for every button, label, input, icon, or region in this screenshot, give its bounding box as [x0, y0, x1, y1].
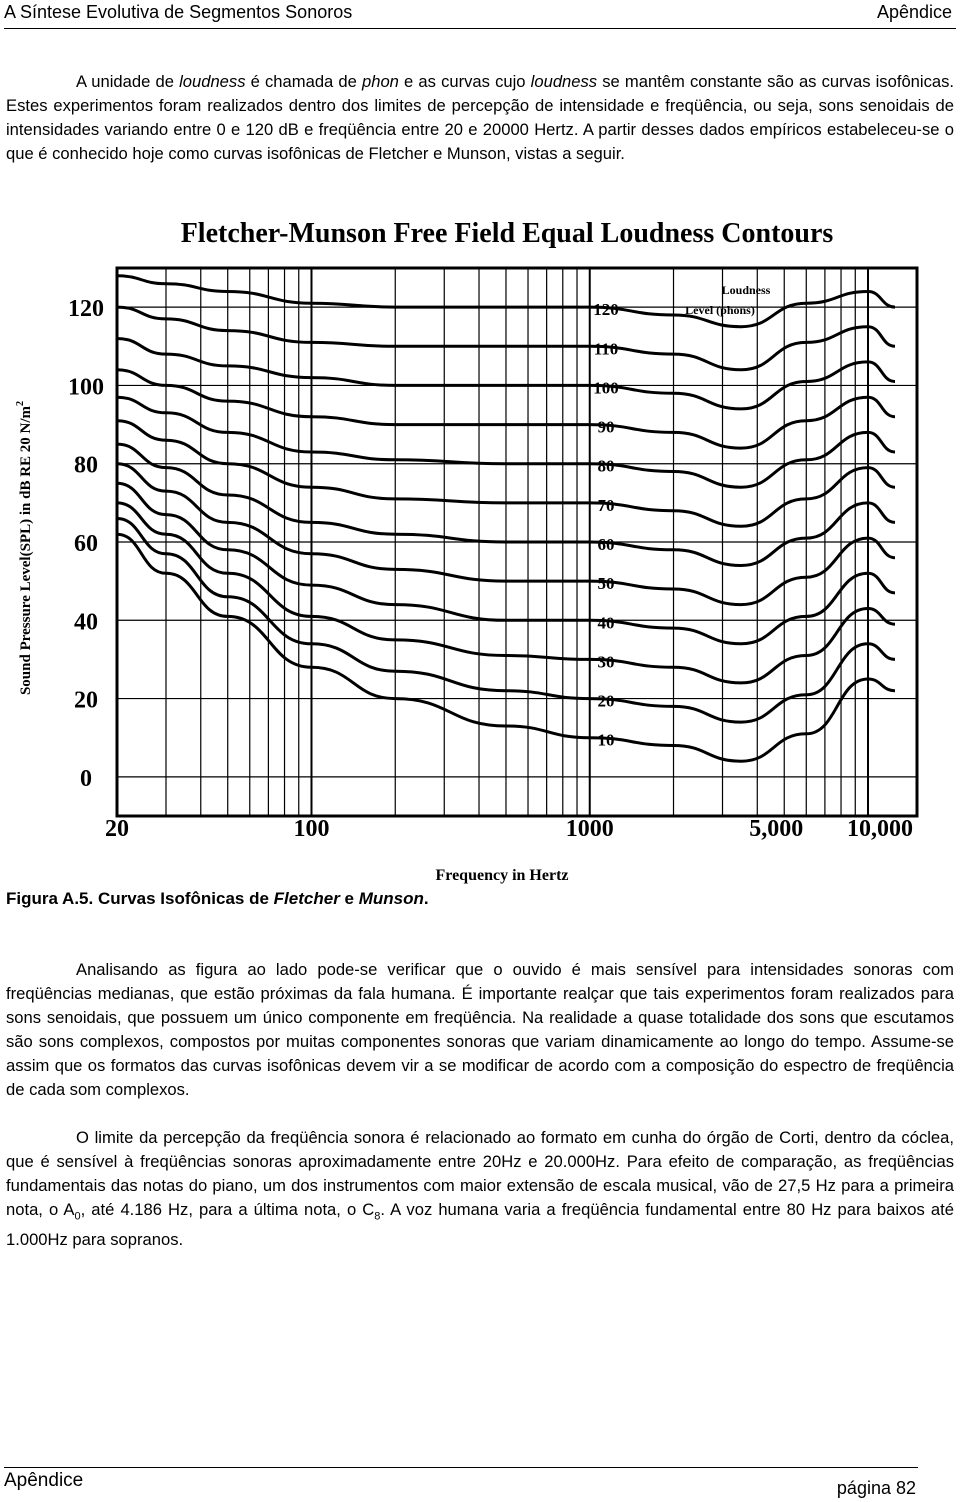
phon-label: 20: [597, 691, 615, 711]
y-tick-label: 100: [68, 374, 104, 401]
intro-text-3: e as curvas cujo: [398, 72, 531, 91]
x-axis-ticks: [105, 816, 913, 842]
y-axis-label: [15, 401, 34, 695]
header-section: Apêndice: [876, 2, 952, 22]
limits-text-2: , até 4.186 Hz, para a última nota, o C: [80, 1200, 375, 1219]
x-tick-label: 100: [293, 816, 330, 842]
intro-text-2: é chamada de: [245, 72, 362, 91]
caption-suffix: .: [423, 889, 429, 908]
footer-rule: [4, 1467, 918, 1468]
limits-text-3: . A voz humana varia a freqüência fundamental entre 80 Hz para baixos até 1.000Hz para sopranos.: [6, 1200, 954, 1250]
analysis-text: Analisando as figura ao lado pode-se verificar que o ouvido é mais sensível para intensidades sonoras com freqüências medianas, que estão próximas da fala humana. É importante realçar que tais experimentos foram realizados para sons senoidais, que possuem um único componente em freqüência. Na realidade a quase totalidade dos sons que escutamos são sons complexos, compostos por muitas componentes sonoras que variam dinamicamente ao longo do tempo. Assume-se assim que os formatos das curvas isofônicas devem vir a se modificar de acordo com a composição do espectro de freqüência de cada som complexos.: [6, 960, 954, 1099]
phon-label: 30: [597, 652, 615, 672]
x-tick-label: 1000: [565, 816, 614, 842]
x-axis-label: Frequency in Hertz: [435, 867, 569, 884]
y-tick-label: 40: [74, 609, 98, 636]
figure-a5: [0, 208, 960, 898]
phon-label: 40: [597, 613, 615, 633]
phon-label: 10: [597, 730, 615, 750]
phon-label: 80: [597, 456, 615, 476]
caption-fletcher: Fletcher: [273, 889, 340, 908]
phon-label: 70: [597, 495, 615, 515]
x-tick-label: 20: [105, 816, 129, 842]
y-tick-label: 60: [74, 531, 98, 557]
legend-title-line1: Loudness: [721, 283, 771, 297]
analysis-paragraph: [6, 958, 954, 1102]
intro-term-loudness: loudness: [179, 72, 246, 91]
chart-title: Fletcher-Munson Free Field Equal Loudness Contours: [180, 218, 834, 249]
figure-caption: [6, 889, 429, 909]
y-tick-label: 0: [80, 765, 92, 792]
page-number: página 82: [836, 1478, 916, 1498]
phon-label: 90: [597, 417, 615, 437]
y-tick-label: 120: [68, 296, 104, 323]
y-tick-label: 20: [74, 687, 98, 714]
phon-label: 60: [597, 535, 615, 554]
y-axis-label-sup: 2: [15, 400, 26, 406]
phon-label: 110: [593, 339, 619, 359]
equal-loudness-chart: [0, 208, 960, 898]
x-tick-label: 10,000: [847, 816, 913, 842]
intro-paragraph: [6, 70, 954, 166]
caption-prefix: Figura A.5. Curvas Isofônicas de: [6, 889, 274, 908]
limits-text-1: O limite da percepção da freqüência sonora é relacionado ao formato em cunha do órgão de Corti, dentro da cóclea, que é sensível à freqüências sonoras aproximadamente entre 20Hz e 20.000Hz. Para efeito de comparação, as freqüências fundamentais das notas do piano, um dos instrumentos com maior extensão de escala musical, vão de 27,5 Hz para a primeira nota, o A: [6, 1128, 954, 1219]
y-axis-label-text: Sound Pressure Level(SPL) in dB RE 20 N/m: [18, 405, 34, 696]
footer-section: Apêndice: [4, 1470, 84, 1491]
limits-sub-1: 0: [74, 1210, 81, 1223]
intro-term-phon: phon: [362, 72, 399, 91]
phon-label: 120: [593, 300, 619, 320]
intro-term-loudness-2: loudness: [530, 72, 598, 91]
x-tick-label: 5,000: [749, 816, 804, 842]
caption-munson: Munson: [358, 889, 424, 908]
intro-text-4: se mantêm constante são as curvas isofônicas. Estes experimentos foram realizados dentro dos limites de percepção de intensidade e freqüência, ou seja, sons senoidais de intensidades variando entre 0 e 120 dB e freqüência entre 20 e 20000 Hertz. A partir desses dados empíricos estabeleceu-se o que é conhecido hoje como curvas isofônicas de Fletcher e Munson, vistas a seguir.: [6, 72, 955, 163]
header-rule: [4, 28, 956, 29]
intro-text-1: A unidade de: [76, 72, 180, 91]
limits-sub-2: 8: [374, 1210, 381, 1223]
y-tick-label: 80: [74, 452, 98, 479]
legend-title-line2: Level (phons): [685, 303, 755, 317]
limits-paragraph: [6, 1126, 954, 1252]
caption-mid: e: [339, 889, 359, 908]
phon-label: 50: [597, 574, 615, 594]
page-header: [0, 0, 960, 30]
header-title: A Síntese Evolutiva de Segmentos Sonoros: [4, 2, 353, 22]
y-axis-ticks: [68, 296, 104, 792]
phon-label: 100: [593, 378, 619, 398]
